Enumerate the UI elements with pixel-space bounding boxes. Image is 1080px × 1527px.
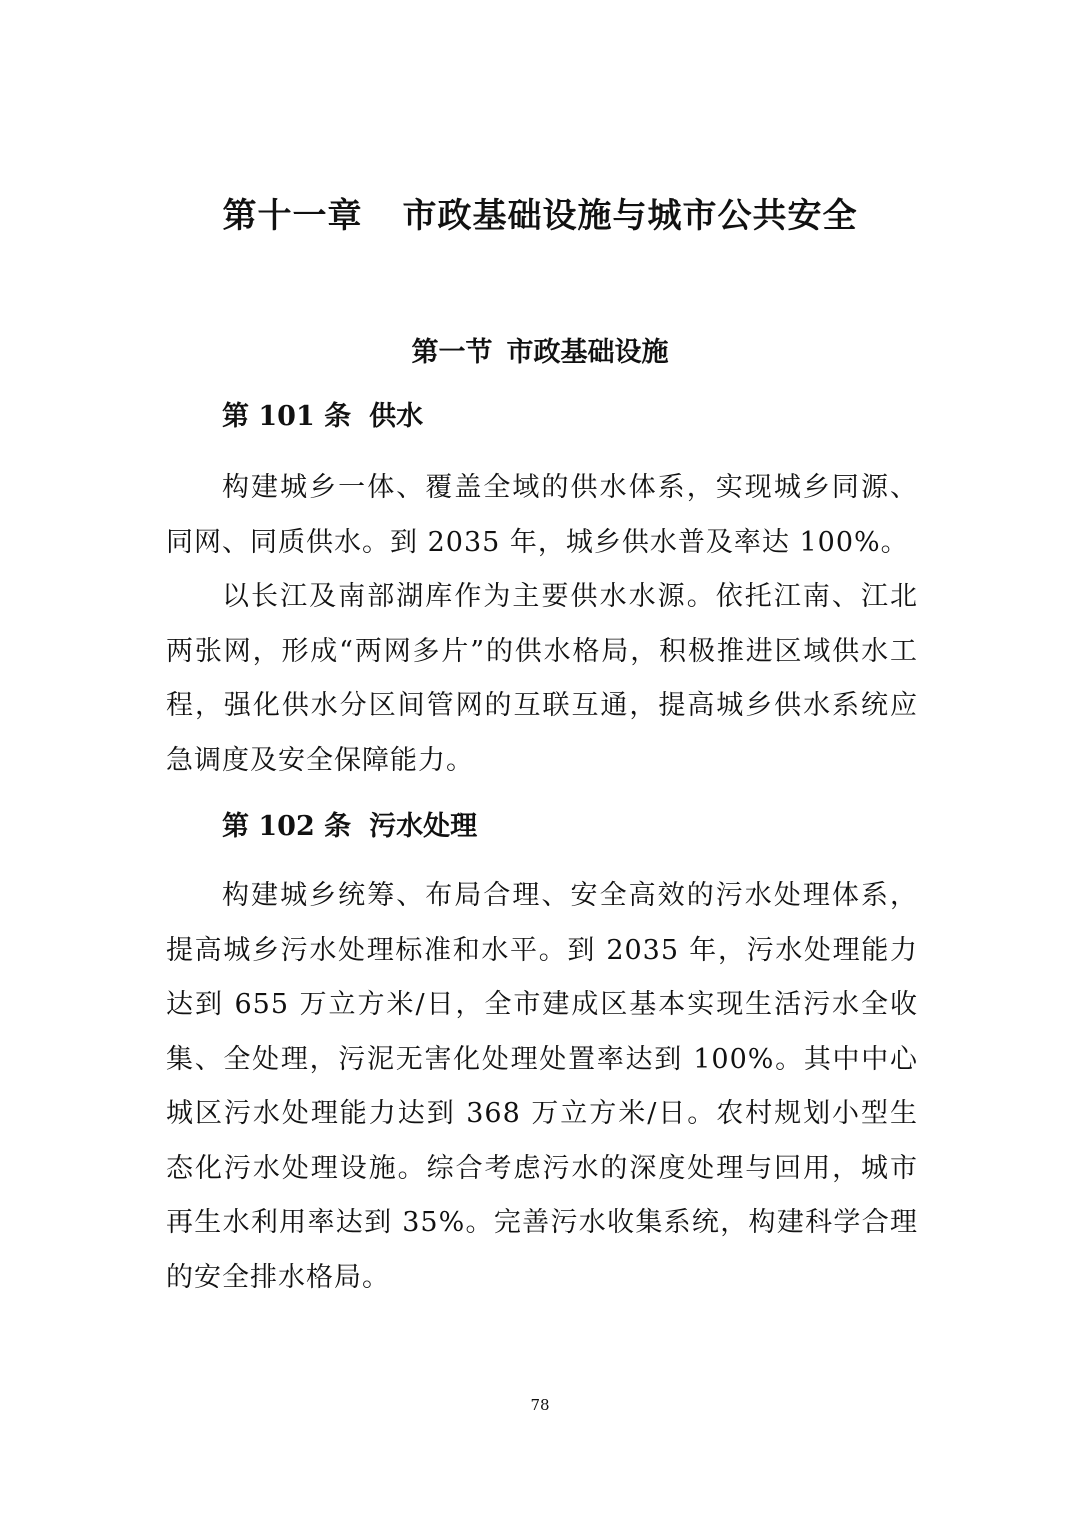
article-102-title: 污水处理 — [369, 811, 478, 842]
chapter-title — [0, 192, 1080, 240]
chapter-number: 第十一章 — [222, 196, 363, 236]
article-101-paragraph-1: 构建城乡一体、覆盖全域的供水体系，实现城乡同源、同网、同质供水。到 2035 年，城乡供水普及率达 100%。 — [166, 472, 918, 558]
chapter-name: 市政基础设施与城市公共安全 — [402, 196, 858, 236]
article-102-heading — [222, 807, 477, 847]
article-102-paragraph-1: 构建城乡统筹、布局合理、安全高效的污水处理体系，提高城乡污水处理标准和水平。到 2035 年，污水处理能力达到 655 万立方米/日，全市建成区基本实现生活污水全收集、全处理，污泥无害化处理处置率达到 100%。其中中心城区污水处理能力达到 368 万立方米/日。农村规划小型生态化污水处理设施。综合考虑污水的深度处理与回用，城市再生水利用率达到 35%。完善污水收集系统，构建科学合理的安全排水格局。 — [166, 880, 918, 1293]
article-101-title: 供水 — [369, 401, 424, 432]
section-number: 第一节 — [411, 337, 493, 368]
article-101-heading — [222, 397, 423, 437]
article-102-number: 第 102 条 — [222, 811, 352, 842]
section-title — [0, 333, 1080, 373]
section-name: 市政基础设施 — [506, 337, 669, 368]
article-101-number: 第 101 条 — [222, 401, 352, 432]
page-number: 78 — [530, 1396, 550, 1414]
article-101-paragraph-2: 以长江及南部湖库作为主要供水水源。依托江南、江北两张网，形成“两网多片”的供水格局，积极推进区域供水工程，强化供水分区间管网的互联互通，提高城乡供水系统应急调度及安全保障能力。 — [166, 581, 918, 776]
